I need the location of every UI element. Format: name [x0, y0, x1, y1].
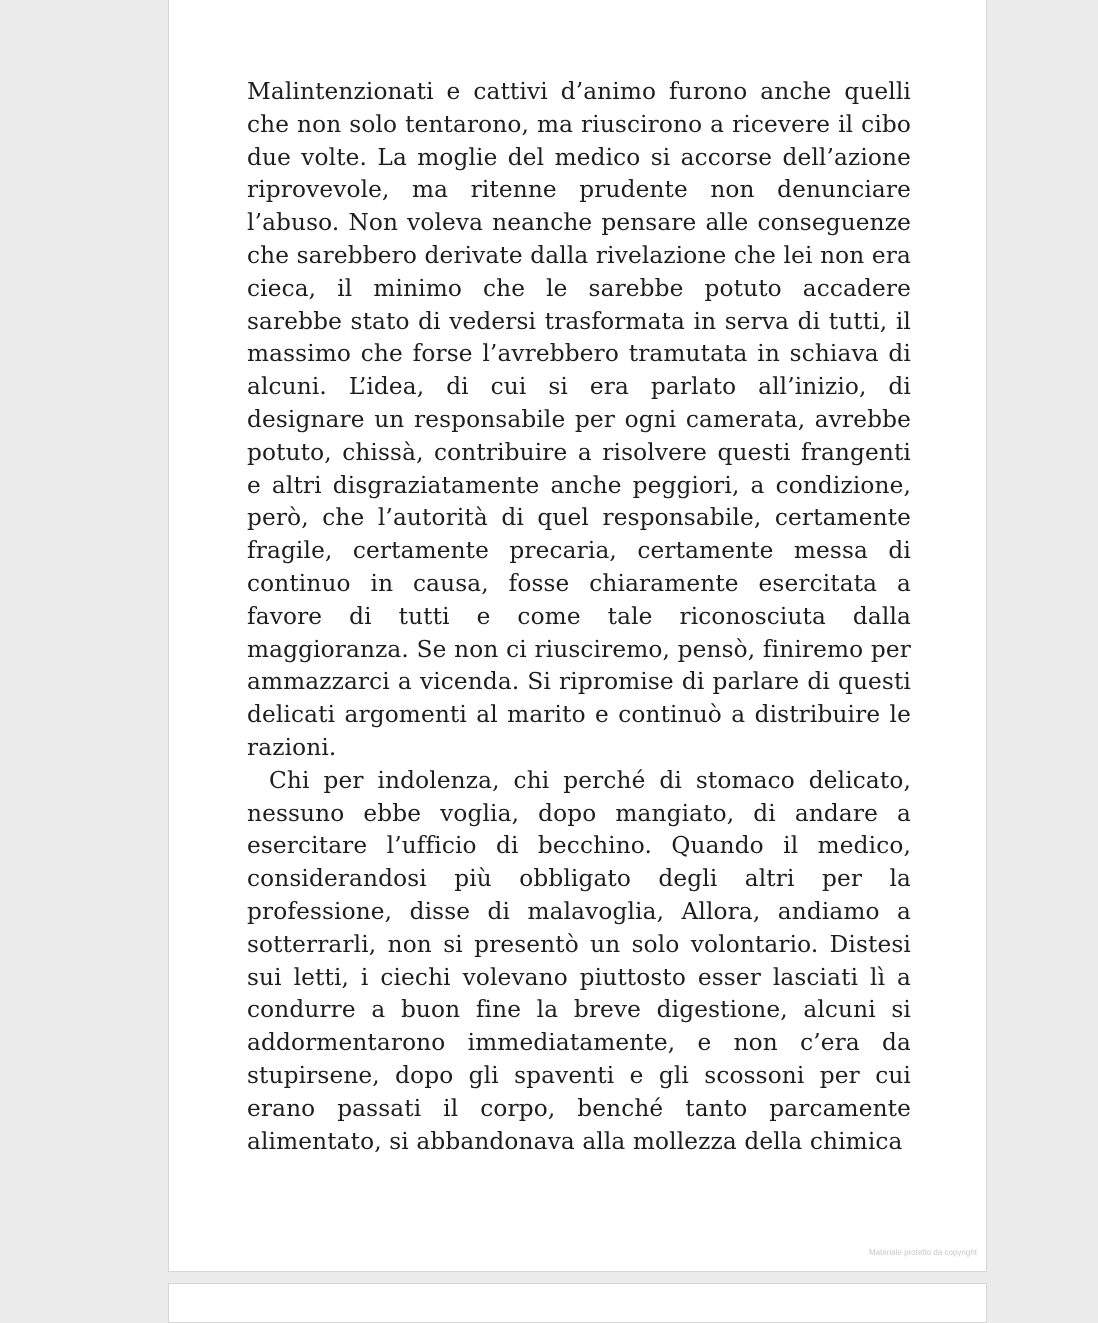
- page-text: [247, 76, 911, 1158]
- paragraph-1: Malintenzionati e cattivi d’animo furono anche quelli che non solo tentarono, ma riuscirono a ricevere il cibo due volte. La moglie del medico si accorse dell’azione riprovevole, ma ritenne prudente non denunciare l’abuso. Non voleva neanche pensare alle conseguenze che sarebbero derivate dalla rivelazione che lei non era cieca, il minimo che le sarebbe potuto accadere sarebbe stato di vedersi trasformata in serva di tutti, il massimo che forse l’avrebbero tramutata in schiava di alcuni. L’idea, di cui si era parlato all’inizio, di designare un responsabile per ogni camerata, avrebbe potuto, chissà, contribuire a risolvere questi frangenti e altri disgraziatamente anche peggiori, a condizione, però, che l’autorità di quel responsabile, certamente fragile, certamente precaria, certamente messa di continuo in causa, fosse chiaramente esercitata a favore di tutti e come tale riconosciuta dalla maggioranza. Se non ci riusciremo, pensò, finiremo per ammazzarci a vicenda. Si ripromise di parlare di questi delicati argomenti al marito e continuò a distribuire le razioni.: [247, 78, 911, 761]
- paragraph-2: Chi per indolenza, chi perché di stomaco delicato, nessuno ebbe voglia, dopo mangiato, di andare a esercitare l’ufficio di becchino. Quando il medico, considerandosi più obbligato degli altri per la professione, disse di malavoglia, Allora, andiamo a sotterrarli, non si presentò un solo volontario. Distesi sui letti, i ciechi volevano piuttosto esser lasciati lì a condurre a buon fine la breve digestione, alcuni si addormentarono immediatamente, e non c’era da stupirsene, dopo gli spaventi e gli scossoni per cui erano passati il corpo, benché tanto parcamente alimentato, si abbandonava alla mollezza della chimica: [247, 766, 911, 1155]
- next-page-edge: [168, 1283, 987, 1323]
- copyright-watermark: Materiale protetto da copyright: [868, 1248, 977, 1257]
- book-page: [168, 0, 987, 1272]
